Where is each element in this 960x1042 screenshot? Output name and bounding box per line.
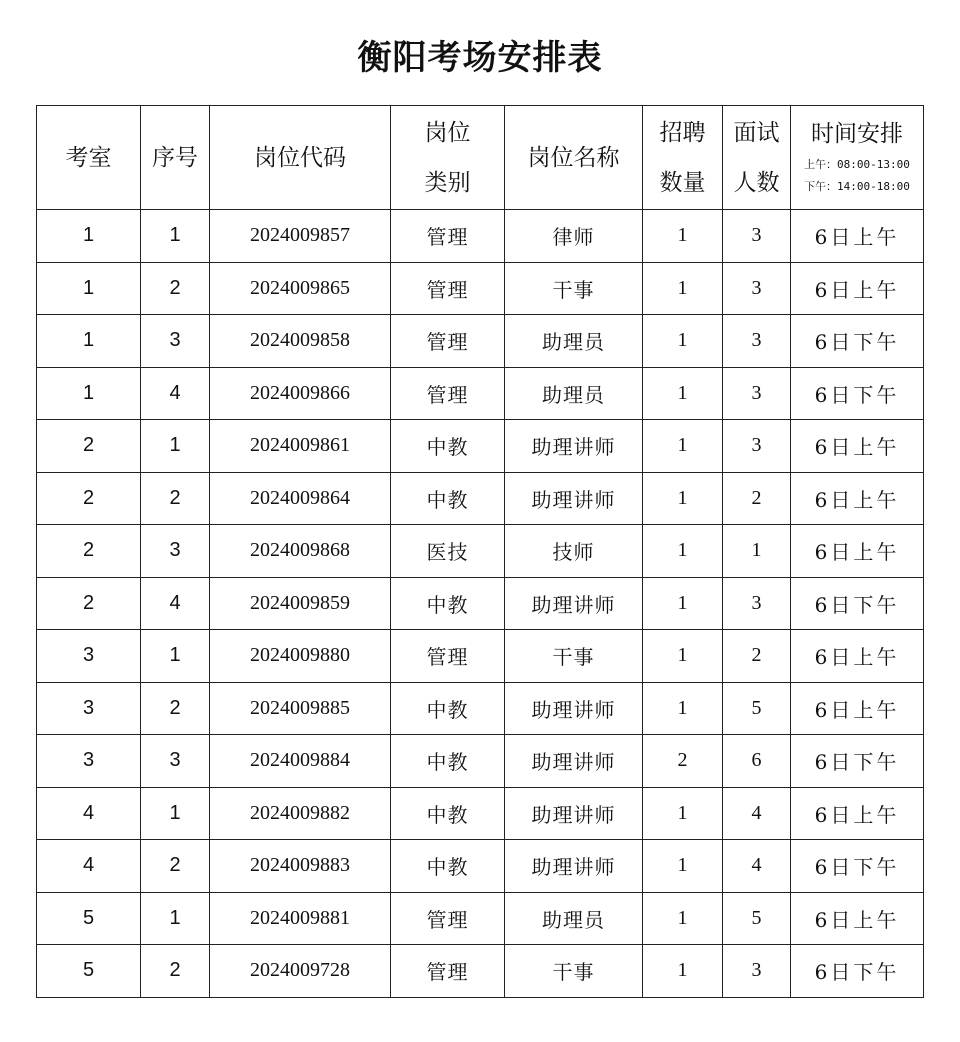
cell-category: 中教 — [391, 682, 505, 735]
cell-interview: 3 — [723, 367, 791, 420]
cell-seq: 2 — [141, 472, 210, 525]
cell-name: 技师 — [505, 525, 643, 578]
header-category-line1: 岗位 — [424, 119, 471, 146]
cell-code: 2024009861 — [210, 420, 391, 473]
cell-code: 2024009880 — [210, 630, 391, 683]
cell-name: 助理讲师 — [505, 735, 643, 788]
cell-code: 2024009865 — [210, 262, 391, 315]
cell-seq: 1 — [141, 787, 210, 840]
cell-name: 干事 — [505, 630, 643, 683]
cell-room: 1 — [37, 210, 141, 263]
table-row — [37, 525, 924, 578]
cell-seq: 1 — [141, 420, 210, 473]
cell-hire: 1 — [643, 630, 723, 683]
header-category-line2: 类别 — [424, 169, 471, 196]
header-interview-line2: 人数 — [733, 169, 780, 196]
cell-hire: 1 — [643, 840, 723, 893]
cell-code: 2024009858 — [210, 315, 391, 368]
header-hire-line1: 招聘 — [659, 119, 706, 146]
table-row — [37, 840, 924, 893]
cell-name: 助理员 — [505, 315, 643, 368]
cell-seq: 4 — [141, 577, 210, 630]
cell-room: 5 — [37, 945, 141, 998]
cell-hire: 1 — [643, 210, 723, 263]
cell-interview: 5 — [723, 892, 791, 945]
page-title: 衡阳考场安排表 — [357, 38, 603, 78]
cell-seq: 3 — [141, 525, 210, 578]
table-row — [37, 577, 924, 630]
table-row — [37, 315, 924, 368]
cell-name: 干事 — [505, 262, 643, 315]
cell-code: 2024009866 — [210, 367, 391, 420]
cell-code: 2024009868 — [210, 525, 391, 578]
cell-time: 6日上午 — [791, 210, 924, 263]
cell-category: 医技 — [391, 525, 505, 578]
cell-category: 管理 — [391, 210, 505, 263]
cell-interview: 6 — [723, 735, 791, 788]
header-interview — [723, 106, 791, 210]
cell-code: 2024009857 — [210, 210, 391, 263]
cell-hire: 2 — [643, 735, 723, 788]
cell-time: 6日上午 — [791, 262, 924, 315]
cell-interview: 2 — [723, 630, 791, 683]
cell-name: 干事 — [505, 945, 643, 998]
cell-seq: 2 — [141, 945, 210, 998]
cell-interview: 3 — [723, 577, 791, 630]
cell-code: 2024009859 — [210, 577, 391, 630]
table-row — [37, 420, 924, 473]
cell-category: 中教 — [391, 787, 505, 840]
cell-interview: 5 — [723, 682, 791, 735]
header-time-pm: 下午：14:00-18:00 — [804, 179, 910, 193]
cell-name: 助理讲师 — [505, 472, 643, 525]
table-row — [37, 892, 924, 945]
cell-time: 6日上午 — [791, 787, 924, 840]
table-row — [37, 735, 924, 788]
cell-room: 5 — [37, 892, 141, 945]
cell-hire: 1 — [643, 682, 723, 735]
cell-interview: 4 — [723, 787, 791, 840]
cell-hire: 1 — [643, 945, 723, 998]
cell-seq: 1 — [141, 630, 210, 683]
cell-hire: 1 — [643, 525, 723, 578]
table-row — [37, 367, 924, 420]
cell-category: 中教 — [391, 577, 505, 630]
cell-room: 2 — [37, 577, 141, 630]
header-hire-line2: 数量 — [659, 169, 706, 196]
cell-interview: 3 — [723, 315, 791, 368]
cell-interview: 3 — [723, 262, 791, 315]
cell-category: 管理 — [391, 945, 505, 998]
cell-seq: 2 — [141, 682, 210, 735]
cell-time: 6日上午 — [791, 472, 924, 525]
cell-hire: 1 — [643, 315, 723, 368]
cell-name: 律师 — [505, 210, 643, 263]
cell-seq: 1 — [141, 892, 210, 945]
cell-time: 6日下午 — [791, 315, 924, 368]
cell-code: 2024009885 — [210, 682, 391, 735]
schedule-table — [36, 105, 924, 998]
table-row — [37, 945, 924, 998]
cell-interview: 4 — [723, 840, 791, 893]
cell-seq: 3 — [141, 735, 210, 788]
cell-name: 助理员 — [505, 367, 643, 420]
header-seq: 序号 — [141, 106, 210, 210]
table-row — [37, 262, 924, 315]
header-category — [391, 106, 505, 210]
cell-category: 管理 — [391, 630, 505, 683]
cell-code: 2024009884 — [210, 735, 391, 788]
cell-seq: 2 — [141, 262, 210, 315]
cell-seq: 3 — [141, 315, 210, 368]
cell-interview: 3 — [723, 420, 791, 473]
cell-time: 6日上午 — [791, 892, 924, 945]
cell-time: 6日下午 — [791, 945, 924, 998]
cell-room: 3 — [37, 682, 141, 735]
header-interview-line1: 面试 — [733, 119, 780, 146]
cell-interview: 3 — [723, 945, 791, 998]
cell-name: 助理讲师 — [505, 420, 643, 473]
cell-room: 3 — [37, 735, 141, 788]
cell-room: 2 — [37, 525, 141, 578]
cell-seq: 4 — [141, 367, 210, 420]
cell-hire: 1 — [643, 472, 723, 525]
header-name: 岗位名称 — [505, 106, 643, 210]
cell-time: 6日上午 — [791, 420, 924, 473]
cell-code: 2024009882 — [210, 787, 391, 840]
cell-seq: 1 — [141, 210, 210, 263]
cell-hire: 1 — [643, 262, 723, 315]
cell-time: 6日上午 — [791, 682, 924, 735]
cell-interview: 3 — [723, 210, 791, 263]
cell-category: 中教 — [391, 840, 505, 893]
cell-hire: 1 — [643, 892, 723, 945]
cell-time: 6日上午 — [791, 630, 924, 683]
cell-category: 管理 — [391, 315, 505, 368]
cell-room: 4 — [37, 840, 141, 893]
cell-hire: 1 — [643, 787, 723, 840]
header-room: 考室 — [37, 106, 141, 210]
cell-code: 2024009883 — [210, 840, 391, 893]
table-row — [37, 682, 924, 735]
cell-category: 中教 — [391, 735, 505, 788]
cell-hire: 1 — [643, 367, 723, 420]
cell-room: 2 — [37, 420, 141, 473]
cell-name: 助理讲师 — [505, 577, 643, 630]
cell-room: 2 — [37, 472, 141, 525]
cell-hire: 1 — [643, 577, 723, 630]
cell-time: 6日下午 — [791, 840, 924, 893]
cell-interview: 1 — [723, 525, 791, 578]
cell-code: 2024009881 — [210, 892, 391, 945]
cell-name: 助理员 — [505, 892, 643, 945]
cell-room: 1 — [37, 262, 141, 315]
cell-name: 助理讲师 — [505, 682, 643, 735]
cell-time: 6日下午 — [791, 735, 924, 788]
header-code: 岗位代码 — [210, 106, 391, 210]
cell-code: 2024009728 — [210, 945, 391, 998]
cell-time: 6日下午 — [791, 367, 924, 420]
cell-category: 中教 — [391, 472, 505, 525]
cell-room: 4 — [37, 787, 141, 840]
header-row — [37, 106, 924, 210]
cell-category: 管理 — [391, 892, 505, 945]
cell-room: 1 — [37, 367, 141, 420]
cell-interview: 2 — [723, 472, 791, 525]
cell-name: 助理讲师 — [505, 840, 643, 893]
table-row — [37, 630, 924, 683]
cell-time: 6日下午 — [791, 577, 924, 630]
header-time — [791, 106, 924, 210]
header-time-label: 时间安排 — [811, 120, 903, 147]
cell-category: 管理 — [391, 367, 505, 420]
header-time-am: 上午：08:00-13:00 — [804, 157, 910, 171]
cell-room: 1 — [37, 315, 141, 368]
header-hire — [643, 106, 723, 210]
cell-name: 助理讲师 — [505, 787, 643, 840]
cell-category: 中教 — [391, 420, 505, 473]
cell-seq: 2 — [141, 840, 210, 893]
cell-category: 管理 — [391, 262, 505, 315]
table-row — [37, 787, 924, 840]
cell-time: 6日上午 — [791, 525, 924, 578]
cell-code: 2024009864 — [210, 472, 391, 525]
cell-room: 3 — [37, 630, 141, 683]
table-row — [37, 210, 924, 263]
table-row — [37, 472, 924, 525]
cell-hire: 1 — [643, 420, 723, 473]
